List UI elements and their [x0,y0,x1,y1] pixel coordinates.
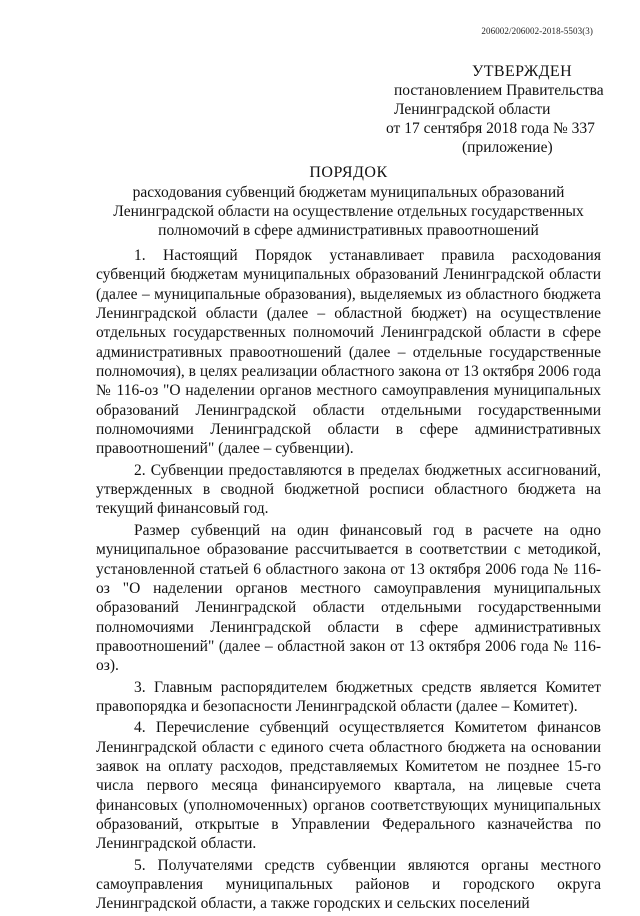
paragraph-3: 3. Главным распорядителем бюджетных средств является Комитет правопорядка и безопасности Ленинградской области (далее – Комитет). [96,678,601,715]
approval-line-3: от 17 сентября 2018 года № 337 [386,120,595,137]
paragraph-4: 4. Перечисление субвенций осуществляется Комитетом финансов Ленинградской области с единого счета областного бюджета на основании заявок на оплату расходов, представляемых Комитетом не позднее 15-го числа первого месяца финансируемого квартала, на лицевые счета финансовых (уполномоченных) органов соответствующих муниципальных образований, открытые в Управлении Федерального казначейства по Ленинградской области. [96,719,601,853]
document-registration-number: 206002/206002-2018-5503(3) [481,26,593,36]
document-title: ПОРЯДОК [309,164,388,181]
document-body [96,246,601,916]
paragraph-2-continued: Размер субвенций на один финансовый год в расчете на одно муниципальное образование рассчитывается в соответствии с методикой, установленной статьей 6 областного закона от 13 октября 2006 года № 116-оз "О наделении органов местного самоуправления муниципальных образований Ленинградской области отдельными государственными полномочиями Ленинградской области в сфере административных правоотношений" (далее – областной закон от 13 октября 2006 года № 116-оз). [96,521,601,675]
document-subtitle: расходования субвенций бюджетам муниципальных образований Ленинградской области на осуществление отдельных государственных полномочий в сфере административных правоотношений [113,184,584,239]
approval-line-2: Ленинградской области [394,101,551,118]
approval-line-4: (приложение) [462,139,553,156]
approval-heading: УТВЕРЖДЕН [472,63,573,80]
paragraph-1: 1. Настоящий Порядок устанавливает правила расходования субвенций бюджетам муниципальных образований Ленинградской области (далее – муниципальные образования), выделяемых из областного бюджета Ленинградской области (далее – областной бюджет) на осуществление отдельных государственных полномочий Ленинградской области в сфере административных правоотношений (далее – отдельные государственные полномочия), в целях реализации областного закона от 13 октября 2006 года № 116-оз "О наделении органов местного самоуправления муниципальных образований Ленинградской области отдельными государственными полномочиями Ленинградской области в сфере административных правоотношений" (далее – субвенции). [96,247,601,458]
paragraph-5: 5. Получателями средств субвенции являются органы местного самоуправления муниципальных районов и городского округа Ленинградской области, а также городских и сельских поселений [96,856,601,913]
approval-block [380,62,620,157]
approval-line-1: постановлением Правительства [394,82,604,99]
document-title-block [96,163,601,240]
paragraph-2: 2. Субвенции предоставляются в пределах бюджетных ассигнований, утвержденных в сводной бюджетной росписи областного бюджета на текущий финансовый год. [96,461,601,518]
